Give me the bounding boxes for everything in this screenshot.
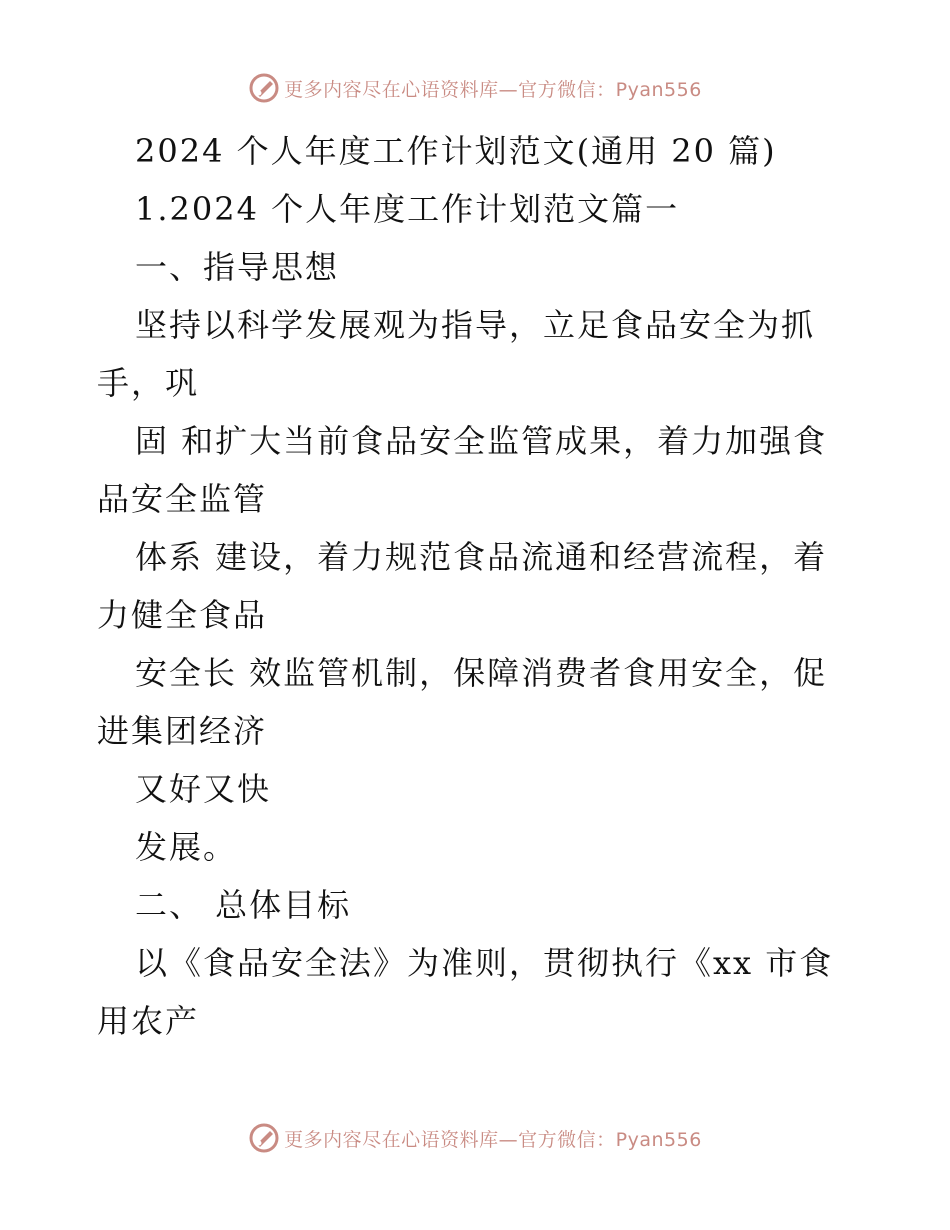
paragraph-line: 坚持以科学发展观为指导，立足食品安全为抓 [135, 306, 816, 344]
footer-watermark [0, 1122, 950, 1154]
subheading: 二、 总体目标 [135, 886, 352, 924]
paragraph-line: 以《食品安全法》为准则，贯彻执行《xx 市食 [135, 944, 834, 982]
document-body [97, 122, 837, 1050]
paragraph-line: 体系 建设，着力规范食品流通和经营流程，着 [135, 538, 828, 576]
paragraph-line: 手，巩 [97, 364, 200, 402]
watermark-text: 更多内容尽在心语资料库—官方微信：Pyan556 [284, 78, 702, 101]
paragraph-line: 用农产 [97, 1002, 200, 1040]
logo-icon [248, 72, 280, 104]
paragraph-line: 发展。 [135, 828, 238, 866]
paragraph-line: 又好又快 [135, 770, 272, 808]
document-title: 2024 个人年度工作计划范文(通用 20 篇) [135, 132, 777, 170]
header-watermark [0, 72, 950, 104]
subheading: 一、指导思想 [135, 248, 340, 286]
paragraph-line: 固 和扩大当前食品安全监管成果，着力加强食 [135, 422, 828, 460]
paragraph-line: 安全长 效监管机制，保障消费者食用安全，促 [135, 654, 828, 692]
logo-icon [248, 1122, 280, 1154]
section-heading: 1.2024 个人年度工作计划范文篇一 [135, 190, 680, 228]
watermark-text: 更多内容尽在心语资料库—官方微信：Pyan556 [284, 1128, 702, 1151]
paragraph-line: 进集团经济 [97, 712, 268, 750]
paragraph-line: 品安全监管 [97, 480, 268, 518]
paragraph-line: 力健全食品 [97, 596, 268, 634]
